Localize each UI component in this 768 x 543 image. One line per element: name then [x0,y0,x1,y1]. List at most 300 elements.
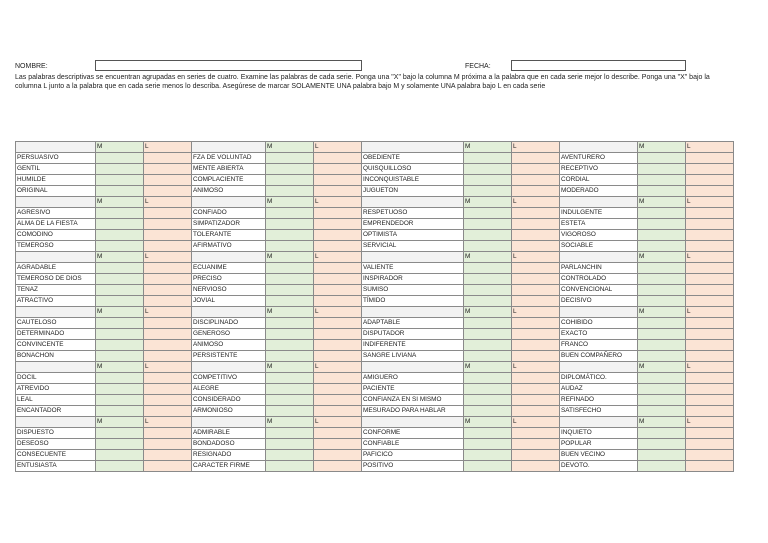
mark-l-cell[interactable] [144,164,192,175]
mark-m-cell[interactable] [638,219,686,230]
date-field[interactable] [511,60,686,71]
mark-m-cell[interactable] [96,384,144,395]
mark-l-cell[interactable] [512,164,560,175]
mark-m-cell[interactable] [266,351,314,362]
mark-l-cell[interactable] [512,219,560,230]
word-cell: COMPLACIENTE [192,175,266,186]
mark-m-cell[interactable] [464,296,512,307]
mark-l-cell[interactable] [144,329,192,340]
mark-m-cell[interactable] [266,285,314,296]
mark-l-cell[interactable] [686,406,734,417]
mark-m-cell[interactable] [464,164,512,175]
mark-m-cell[interactable] [464,186,512,197]
word-cell: DESEOSO [16,439,96,450]
column-header-m: M [96,197,144,208]
word-cell: PERSISTENTE [192,351,266,362]
word-cell: FZA DE VOLUNTAD [192,153,266,164]
word-cell: CONTROLADO [560,274,638,285]
mark-l-cell[interactable] [314,263,362,274]
mark-m-cell[interactable] [638,461,686,472]
mark-m-cell[interactable] [96,395,144,406]
mark-m-cell[interactable] [266,318,314,329]
mark-m-cell[interactable] [96,186,144,197]
instructions-text: Las palabras descriptivas se encuentran agrupadas en series de cuatro. Examine las palabras de cada serie. Ponga una "X" bajo la columna M próxima a la palabra que en cada serie mejor lo describe. Ponga una "X" bajo la columna L junto a la palabra que en cada serie menos lo describa. Asegúrese de marcar SOLAMENTE UNA palabra bajo M y solamente UNA palabra bajo L en cada serie [15,74,710,90]
word-cell: CAUTELOSO [16,318,96,329]
mark-m-cell[interactable] [464,241,512,252]
mark-l-cell[interactable] [686,263,734,274]
column-header-l: L [512,197,560,208]
mark-m-cell[interactable] [96,274,144,285]
mark-l-cell[interactable] [314,219,362,230]
mark-l-cell[interactable] [144,373,192,384]
mark-m-cell[interactable] [96,351,144,362]
column-header-l: L [686,197,734,208]
word-cell: AFIRMATIVO [192,241,266,252]
mark-l-cell[interactable] [144,175,192,186]
mark-l-cell[interactable] [314,164,362,175]
column-header-l: L [686,142,734,153]
mark-m-cell[interactable] [638,318,686,329]
mark-m-cell[interactable] [638,296,686,307]
mark-m-cell[interactable] [96,230,144,241]
mark-l-cell[interactable] [512,186,560,197]
column-header-m: M [638,142,686,153]
word-cell: ENCANTADOR [16,406,96,417]
mark-m-cell[interactable] [266,186,314,197]
word-row [16,329,734,340]
series-header-blank [560,197,638,208]
column-header-m: M [638,252,686,263]
mark-m-cell[interactable] [266,175,314,186]
word-cell: DISPUESTO [16,428,96,439]
column-header-m: M [266,142,314,153]
mark-m-cell[interactable] [464,406,512,417]
mark-l-cell[interactable] [314,439,362,450]
word-cell: COHIBIDO [560,318,638,329]
series-header-blank [560,417,638,428]
word-cell: DEVOTO. [560,461,638,472]
name-label: NOMBRE: [15,63,48,70]
mark-l-cell[interactable] [512,351,560,362]
mark-l-cell[interactable] [512,208,560,219]
mark-l-cell[interactable] [512,274,560,285]
mark-m-cell[interactable] [96,285,144,296]
mark-m-cell[interactable] [96,329,144,340]
word-cell: BUEN VECINO [560,450,638,461]
mark-m-cell[interactable] [638,241,686,252]
mark-l-cell[interactable] [686,208,734,219]
mark-m-cell[interactable] [266,450,314,461]
mark-l-cell[interactable] [686,285,734,296]
mark-m-cell[interactable] [464,461,512,472]
mark-m-cell[interactable] [638,274,686,285]
column-header-l: L [314,307,362,318]
mark-m-cell[interactable] [464,340,512,351]
word-cell: POPULAR [560,439,638,450]
series-header-blank [560,307,638,318]
mark-m-cell[interactable] [266,439,314,450]
mark-l-cell[interactable] [686,351,734,362]
mark-m-cell[interactable] [638,373,686,384]
word-row [16,318,734,329]
mark-m-cell[interactable] [638,153,686,164]
word-cell: INQUIETO [560,428,638,439]
word-cell: CONVINCENTE [16,340,96,351]
mark-l-cell[interactable] [686,153,734,164]
word-cell: PERSUASIVO [16,153,96,164]
mark-l-cell[interactable] [314,296,362,307]
mark-m-cell[interactable] [638,263,686,274]
mark-m-cell[interactable] [266,263,314,274]
mark-l-cell[interactable] [144,384,192,395]
word-row [16,450,734,461]
series-header-blank [16,362,96,373]
mark-m-cell[interactable] [464,384,512,395]
word-cell: CARACTER FIRME [192,461,266,472]
mark-l-cell[interactable] [314,186,362,197]
word-cell: ORIGINAL [16,186,96,197]
mark-l-cell[interactable] [314,241,362,252]
word-cell: RESPETUOSO [362,208,464,219]
mark-m-cell[interactable] [266,428,314,439]
mark-m-cell[interactable] [464,373,512,384]
word-cell: ATREVIDO [16,384,96,395]
word-cell: DIPLOMÁTICO. [560,373,638,384]
series-header-blank [16,252,96,263]
mark-l-cell[interactable] [144,186,192,197]
mark-l-cell[interactable] [512,175,560,186]
mark-m-cell[interactable] [638,208,686,219]
word-series-table [15,141,734,472]
mark-m-cell[interactable] [96,406,144,417]
series-header-blank [192,362,266,373]
mark-l-cell[interactable] [314,274,362,285]
word-cell: PARLANCHIN [560,263,638,274]
column-header-m: M [638,307,686,318]
mark-l-cell[interactable] [512,263,560,274]
mark-m-cell[interactable] [266,230,314,241]
mark-l-cell[interactable] [686,296,734,307]
mark-m-cell[interactable] [638,285,686,296]
word-cell: CORDIAL [560,175,638,186]
mark-m-cell[interactable] [96,219,144,230]
mark-l-cell[interactable] [314,285,362,296]
mark-m-cell[interactable] [266,329,314,340]
word-cell: CONVENCIONAL [560,285,638,296]
mark-l-cell[interactable] [314,395,362,406]
mark-m-cell[interactable] [464,285,512,296]
mark-m-cell[interactable] [266,384,314,395]
word-cell: BONACHON [16,351,96,362]
mark-l-cell[interactable] [512,285,560,296]
mark-m-cell[interactable] [464,219,512,230]
mark-l-cell[interactable] [512,329,560,340]
mark-l-cell[interactable] [686,395,734,406]
series-header-blank [192,142,266,153]
mark-m-cell[interactable] [638,384,686,395]
word-cell: ECUANIME [192,263,266,274]
mark-l-cell[interactable] [512,439,560,450]
mark-l-cell[interactable] [686,241,734,252]
mark-l-cell[interactable] [144,318,192,329]
mark-m-cell[interactable] [464,439,512,450]
mark-m-cell[interactable] [266,296,314,307]
mark-m-cell[interactable] [96,164,144,175]
word-cell: RECEPTIVO [560,164,638,175]
word-cell: CONFIANZA EN SI MISMO [362,395,464,406]
mark-l-cell[interactable] [314,230,362,241]
mark-m-cell[interactable] [638,230,686,241]
mark-l-cell[interactable] [686,318,734,329]
word-cell: ADMIRABLE [192,428,266,439]
mark-l-cell[interactable] [144,428,192,439]
series-header-row [16,362,734,373]
mark-m-cell[interactable] [464,263,512,274]
mark-l-cell[interactable] [144,241,192,252]
mark-m-cell[interactable] [96,439,144,450]
mark-l-cell[interactable] [512,406,560,417]
name-field[interactable] [95,60,362,71]
word-row [16,164,734,175]
word-cell: SANGRE LIVIANA [362,351,464,362]
word-cell: GENTIL [16,164,96,175]
mark-l-cell[interactable] [314,450,362,461]
mark-m-cell[interactable] [96,461,144,472]
column-header-l: L [686,417,734,428]
mark-l-cell[interactable] [314,175,362,186]
mark-l-cell[interactable] [314,351,362,362]
mark-l-cell[interactable] [512,241,560,252]
word-row [16,373,734,384]
mark-l-cell[interactable] [144,296,192,307]
mark-m-cell[interactable] [464,175,512,186]
mark-m-cell[interactable] [96,296,144,307]
word-cell: LEAL [16,395,96,406]
word-cell: JUGUETON [362,186,464,197]
mark-m-cell[interactable] [638,186,686,197]
mark-l-cell[interactable] [512,318,560,329]
mark-l-cell[interactable] [144,230,192,241]
mark-l-cell[interactable] [314,318,362,329]
word-cell: DECISIVO [560,296,638,307]
word-cell: CONSIDERADO [192,395,266,406]
mark-l-cell[interactable] [686,230,734,241]
mark-l-cell[interactable] [512,340,560,351]
mark-l-cell[interactable] [314,384,362,395]
mark-l-cell[interactable] [512,296,560,307]
mark-m-cell[interactable] [638,175,686,186]
mark-l-cell[interactable] [686,274,734,285]
mark-l-cell[interactable] [686,329,734,340]
mark-m-cell[interactable] [266,461,314,472]
word-cell: MENTE ABIERTA [192,164,266,175]
mark-m-cell[interactable] [464,351,512,362]
mark-l-cell[interactable] [686,439,734,450]
mark-l-cell[interactable] [512,461,560,472]
series-header-row [16,142,734,153]
mark-m-cell[interactable] [266,340,314,351]
word-cell: DOCIL [16,373,96,384]
mark-m-cell[interactable] [464,153,512,164]
mark-l-cell[interactable] [686,450,734,461]
column-header-l: L [512,362,560,373]
word-cell: RESIGNADO [192,450,266,461]
word-cell: SUMISO [362,285,464,296]
mark-l-cell[interactable] [314,461,362,472]
mark-l-cell[interactable] [512,153,560,164]
mark-m-cell[interactable] [464,318,512,329]
mark-l-cell[interactable] [144,406,192,417]
word-cell: DETERMINADO [16,329,96,340]
column-header-l: L [314,417,362,428]
column-header-l: L [512,417,560,428]
mark-m-cell[interactable] [96,208,144,219]
word-cell: POSITIVO [362,461,464,472]
mark-m-cell[interactable] [266,219,314,230]
mark-l-cell[interactable] [144,340,192,351]
word-cell: INSPIRADOR [362,274,464,285]
series-header-blank [560,362,638,373]
mark-l-cell[interactable] [144,439,192,450]
mark-l-cell[interactable] [512,384,560,395]
mark-l-cell[interactable] [314,153,362,164]
word-cell: ATRACTIVO [16,296,96,307]
mark-l-cell[interactable] [314,329,362,340]
column-header-l: L [512,252,560,263]
word-cell: CONSECUENTE [16,450,96,461]
column-header-m: M [464,307,512,318]
mark-m-cell[interactable] [638,351,686,362]
mark-m-cell[interactable] [464,395,512,406]
mark-l-cell[interactable] [314,373,362,384]
mark-l-cell[interactable] [512,230,560,241]
series-header-blank [560,142,638,153]
mark-m-cell[interactable] [638,439,686,450]
mark-m-cell[interactable] [638,406,686,417]
mark-l-cell[interactable] [144,219,192,230]
word-cell: ANIMOSO [192,186,266,197]
mark-m-cell[interactable] [96,153,144,164]
mark-m-cell[interactable] [638,450,686,461]
word-row [16,439,734,450]
mark-l-cell[interactable] [512,450,560,461]
column-header-l: L [314,197,362,208]
mark-l-cell[interactable] [686,428,734,439]
mark-l-cell[interactable] [144,461,192,472]
mark-l-cell[interactable] [144,274,192,285]
mark-l-cell[interactable] [686,461,734,472]
mark-l-cell[interactable] [314,340,362,351]
mark-m-cell[interactable] [638,395,686,406]
word-cell: CONFIADO [192,208,266,219]
mark-m-cell[interactable] [266,395,314,406]
mark-m-cell[interactable] [266,406,314,417]
word-cell: COMODINO [16,230,96,241]
mark-m-cell[interactable] [464,450,512,461]
word-cell: ALMA DE LA FIESTA [16,219,96,230]
mark-m-cell[interactable] [96,318,144,329]
mark-m-cell[interactable] [464,428,512,439]
mark-l-cell[interactable] [686,373,734,384]
mark-l-cell[interactable] [144,351,192,362]
column-header-m: M [96,362,144,373]
mark-l-cell[interactable] [144,263,192,274]
mark-l-cell[interactable] [144,153,192,164]
mark-m-cell[interactable] [638,340,686,351]
word-cell: REFINADO [560,395,638,406]
mark-l-cell[interactable] [686,186,734,197]
column-header-l: L [314,252,362,263]
word-row [16,186,734,197]
word-row [16,230,734,241]
mark-l-cell[interactable] [144,395,192,406]
word-cell: SIMPATIZADOR [192,219,266,230]
column-header-l: L [314,142,362,153]
mark-l-cell[interactable] [512,373,560,384]
mark-m-cell[interactable] [96,175,144,186]
column-header-m: M [638,417,686,428]
series-header-blank [362,417,464,428]
mark-l-cell[interactable] [512,428,560,439]
column-header-l: L [144,307,192,318]
mark-m-cell[interactable] [266,208,314,219]
column-header-m: M [96,307,144,318]
column-header-m: M [464,197,512,208]
mark-m-cell[interactable] [638,329,686,340]
word-cell: CONFIABLE [362,439,464,450]
mark-m-cell[interactable] [96,373,144,384]
mark-m-cell[interactable] [266,153,314,164]
mark-l-cell[interactable] [686,384,734,395]
mark-m-cell[interactable] [266,274,314,285]
mark-l-cell[interactable] [144,450,192,461]
mark-m-cell[interactable] [266,373,314,384]
mark-l-cell[interactable] [314,406,362,417]
mark-m-cell[interactable] [638,164,686,175]
mark-m-cell[interactable] [96,450,144,461]
word-row [16,241,734,252]
mark-m-cell[interactable] [464,329,512,340]
series-header-blank [362,252,464,263]
mark-m-cell[interactable] [266,241,314,252]
mark-m-cell[interactable] [464,230,512,241]
mark-l-cell[interactable] [686,164,734,175]
series-header-blank [16,197,96,208]
mark-l-cell[interactable] [314,208,362,219]
mark-m-cell[interactable] [96,241,144,252]
mark-m-cell[interactable] [464,274,512,285]
mark-l-cell[interactable] [512,395,560,406]
word-row [16,263,734,274]
mark-l-cell[interactable] [144,208,192,219]
mark-m-cell[interactable] [96,340,144,351]
word-cell: TOLERANTE [192,230,266,241]
word-cell: CONFORME [362,428,464,439]
word-row [16,461,734,472]
word-cell: GENEROSO [192,329,266,340]
mark-l-cell[interactable] [314,428,362,439]
mark-m-cell[interactable] [266,164,314,175]
mark-m-cell[interactable] [464,208,512,219]
series-header-row [16,417,734,428]
mark-m-cell[interactable] [96,263,144,274]
mark-m-cell[interactable] [638,428,686,439]
mark-l-cell[interactable] [686,219,734,230]
mark-l-cell[interactable] [686,340,734,351]
mark-l-cell[interactable] [686,175,734,186]
mark-l-cell[interactable] [144,285,192,296]
mark-m-cell[interactable] [96,428,144,439]
